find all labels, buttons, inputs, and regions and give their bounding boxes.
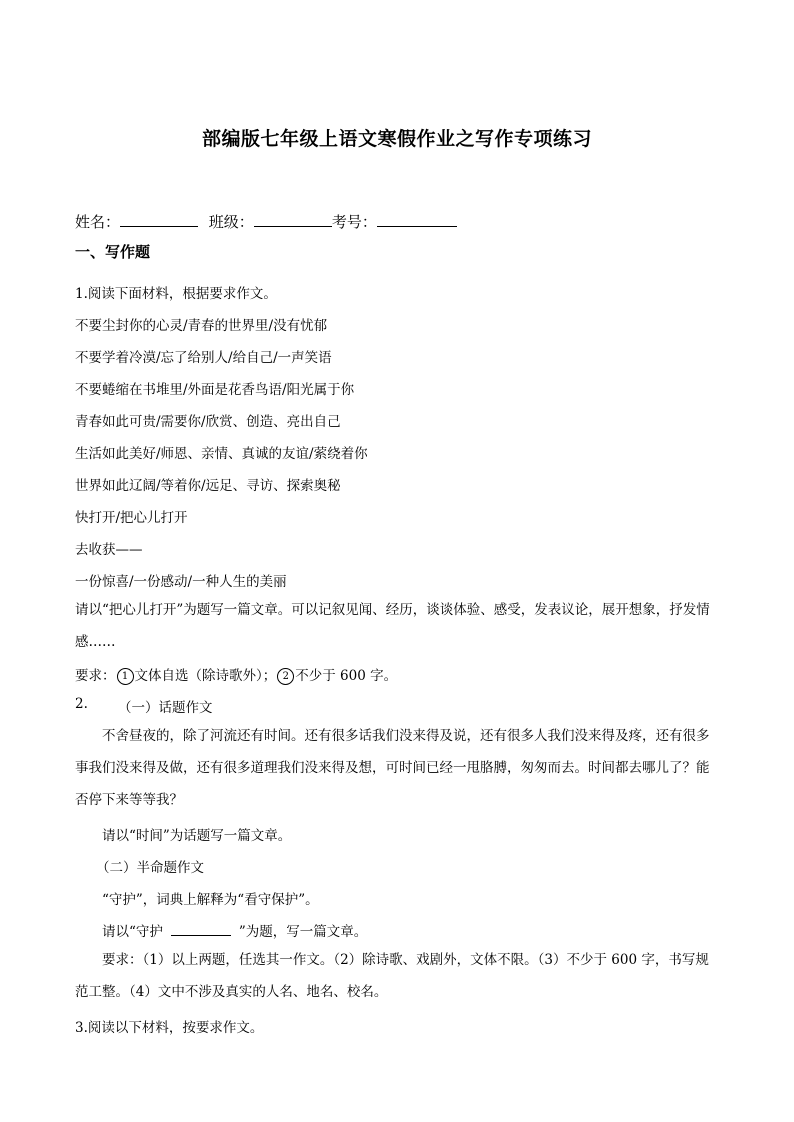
q1-poem-line: 生活如此美好/师恩、亲情、真诚的友谊/萦绕着你 <box>75 446 368 462</box>
q2-topic1-instruction: 请以“时间”为话题写一篇文章。 <box>102 828 292 844</box>
q1-poem-line: 一份惊喜/一份感动/一种人生的美丽 <box>75 574 287 590</box>
q3-prompt: 3.阅读以下材料，按要求作文。 <box>75 1020 264 1036</box>
q2-number: 2. <box>75 696 88 712</box>
exam-number-blank[interactable] <box>377 212 457 227</box>
q1-req-1: 文体自选（除诗歌外）； <box>134 668 277 684</box>
q2-topic2-instr-after: ”为题，写一篇文章。 <box>238 924 368 940</box>
q2-requirements: 要求：（1）以上两题，任选其一作文。（2）除诗歌、戏剧外，文体不限。（3）不少于 600 字，书写规范工整。（4）文中不涉及真实的人名、地名、校名。 <box>75 952 709 1000</box>
name-blank[interactable] <box>120 212 198 227</box>
q1-req-2: 不少于 600 字。 <box>295 668 398 684</box>
title-fill-blank[interactable] <box>171 923 231 936</box>
circled-number-1: 1 <box>117 668 134 685</box>
document-title: 部编版七年级上语文寒假作业之写作专项练习 <box>201 128 592 150</box>
student-info-row <box>75 211 457 232</box>
exam-number-label: 考号： <box>331 213 377 231</box>
q1-instruction: 请以“把心儿打开”为题写一篇文章。可以记叙见闻、经历，谈谈体验、感受，发表议论，展开想象，抒发情感…… <box>75 602 710 650</box>
class-label: 班级： <box>208 213 254 231</box>
section-heading: 一、写作题 <box>75 243 151 261</box>
q1-poem-line: 不要尘封你的心灵/青春的世界里/没有忧郁 <box>75 318 328 334</box>
q1-poem-line: 青春如此可贵/需要你/欣赏、创造、亮出自己 <box>75 414 341 430</box>
q2-topic2-instr-before: 请以“守护 <box>102 924 163 940</box>
q1-poem-line: 不要学着冷漠/忘了给别人/给自己/一声笑语 <box>75 350 332 366</box>
q1-poem-line: 不要蜷缩在书堆里/外面是花香鸟语/阳光属于你 <box>75 382 355 398</box>
circled-number-2: 2 <box>277 668 294 685</box>
q1-req-prefix: 要求： <box>75 668 116 684</box>
class-blank[interactable] <box>254 212 332 227</box>
q1-poem-line: 世界如此辽阔/等着你/远足、寻访、探索奥秘 <box>75 478 341 494</box>
q1-prompt: 1.阅读下面材料，根据要求作文。 <box>75 286 277 302</box>
q1-requirements <box>75 664 397 685</box>
name-label: 姓名： <box>75 213 121 231</box>
q2-topic2-definition: “守护”，词典上解释为“看守保护”。 <box>102 892 319 908</box>
q2-topic2-instruction <box>102 920 367 940</box>
q2-topic1-text: 不舍昼夜的，除了河流还有时间。还有很多话我们没来得及说，还有很多人我们没来得及疼，还有很多事我们没来得及做，还有很多道理我们没来得及想，可时间已经一甩胳膊，匆匆而去。时间都去哪儿了？能否停下来等等我？ <box>75 728 710 808</box>
q2-topic2-heading: （二）半命题作文 <box>96 860 204 876</box>
q1-poem-line: 快打开/把心儿打开 <box>75 510 188 526</box>
q2-topic1-heading: （一）话题作文 <box>118 700 213 716</box>
q1-poem-line: 去收获—— <box>75 542 143 558</box>
